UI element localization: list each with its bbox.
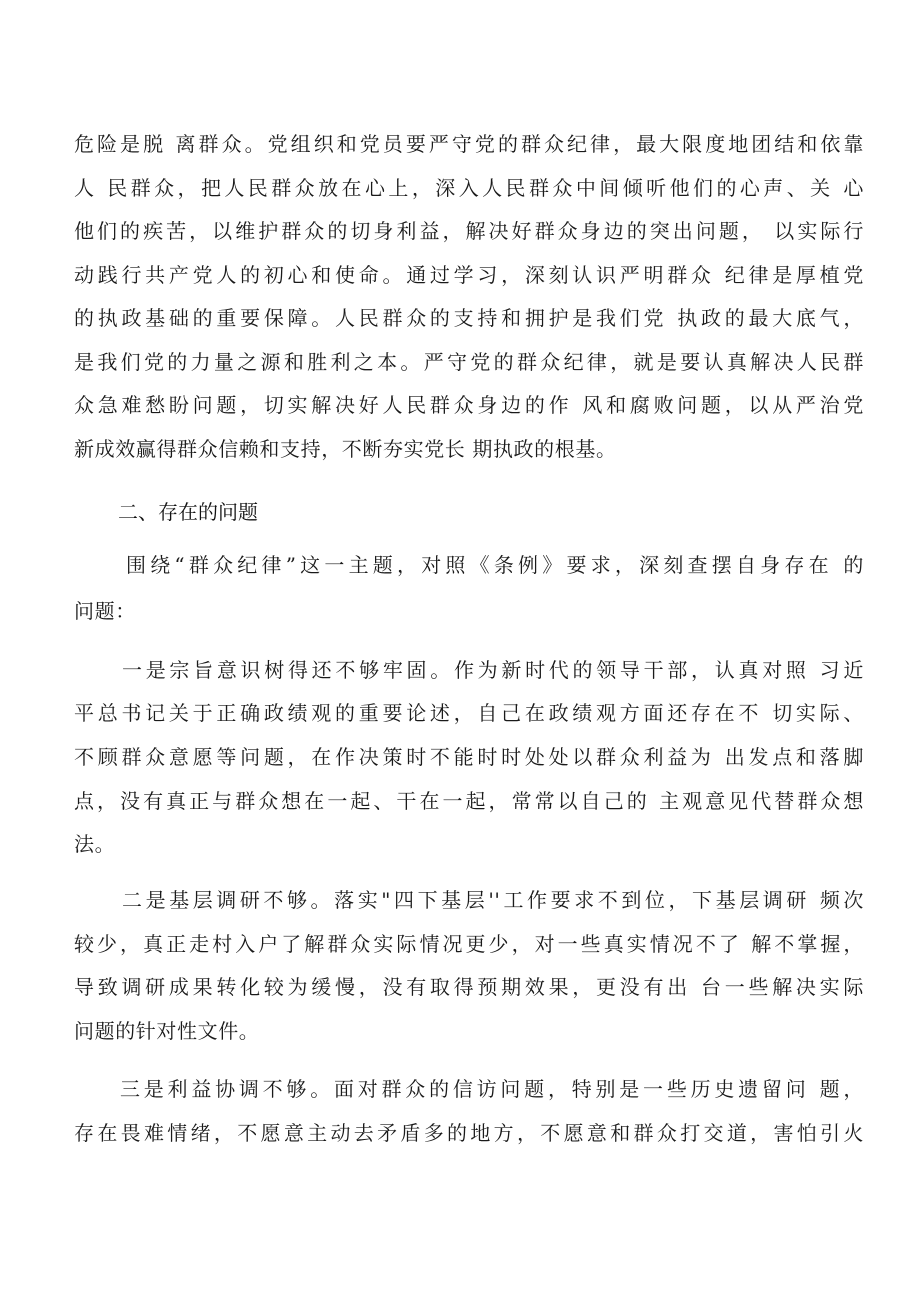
- text-line: 问题：: [74, 599, 136, 623]
- text-line: 法。: [74, 832, 116, 856]
- section-heading: 二、存在的问题: [118, 500, 258, 524]
- text-line: 危险是脱 离群众。党组织和党员要严守党的群众纪律，最大限度地团结和依靠: [74, 132, 864, 156]
- text-line: 众急难愁盼问题，切实解决好人民群众身边的作 风和腐败问题，以从严治党: [74, 393, 864, 417]
- text-line: 他们的疾苦，以维护群众的切身利益，解决好群众身边的突出问题， 以实际行: [74, 219, 864, 243]
- text-line: 不顾群众意愿等问题，在作决策时不能时时处处以群众利益为 出发点和落脚: [74, 745, 864, 769]
- text-line: 存在畏难情绪，不愿意主动去矛盾多的地方，不愿意和群众打交道，害怕引火: [74, 1121, 864, 1145]
- text-line: 问题的针对性文件。: [74, 1019, 260, 1043]
- text-line: 三是利益协调不够。面对群众的信访问题，特别是一些历史遗留问 题，: [120, 1077, 864, 1101]
- text-line: 的执政基础的重要保障。人民群众的支持和拥护是我们党 执政的最大底气，: [74, 306, 864, 330]
- text-line: 围绕“群众纪律”这一主题，对照《条例》要求，深刻查摆自身存在 的: [126, 553, 864, 577]
- text-line: 新成效赢得群众信赖和支持，不断夯实党长 期执政的根基。: [74, 437, 617, 461]
- text-line: 平总书记关于正确政绩观的重要论述，自己在政绩观方面还存在不 切实际、: [74, 701, 864, 725]
- text-line: 点，没有真正与群众想在一起、干在一起，常常以自己的 主观意见代替群众想: [74, 789, 864, 813]
- text-line: 导致调研成果转化较为缓慢，没有取得预期效果，更没有出 台一些解决实际: [74, 975, 864, 999]
- text-line: 人 民群众，把人民群众放在心上，深入人民群众中间倾听他们的心声、关 心: [74, 176, 864, 200]
- text-line: 较少，真正走村入户了解群众实际情况更少，对一些真实情况不了 解不掌握，: [74, 932, 864, 956]
- text-line: 二是基层调研不够。落实"四下基层''工作要求不到位，下基层调研 频次: [122, 888, 864, 912]
- text-line: 一是宗旨意识树得还不够牢固。作为新时代的领导干部，认真对照 习近: [122, 658, 864, 682]
- text-line: 是我们党的力量之源和胜利之本。严守党的群众纪律，就是要认真解决人民群: [74, 350, 864, 374]
- text-line: 动践行共产党人的初心和使命。通过学习，深刻认识严明群众 纪律是厚植党: [74, 263, 864, 287]
